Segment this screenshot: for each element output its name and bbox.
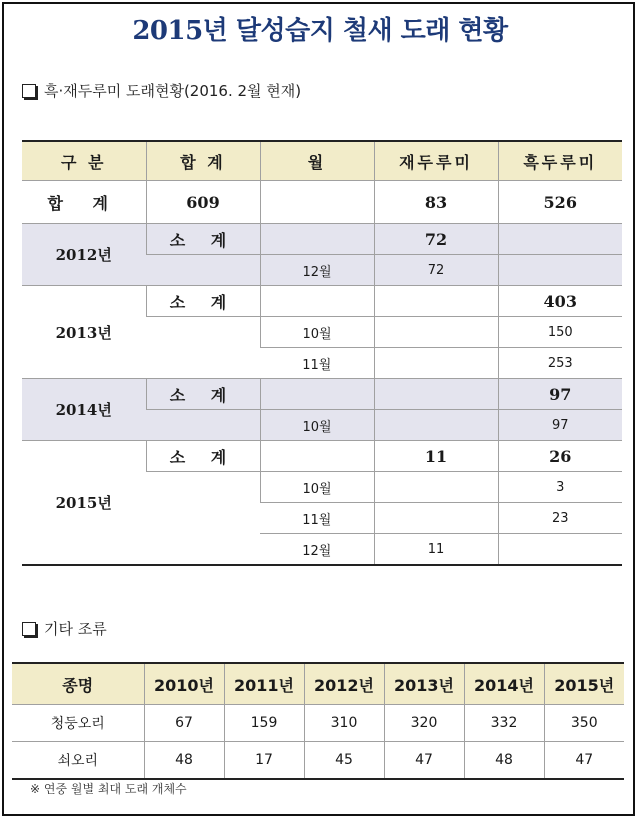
- count-cell: 48: [144, 742, 224, 780]
- m12-2012-white-naped: 72: [374, 255, 498, 286]
- header-2013: 2013년: [384, 663, 464, 705]
- header-category: 구 분: [22, 141, 146, 181]
- count-cell: 350: [544, 705, 624, 742]
- table-row: [22, 379, 622, 410]
- sub-2012-white-naped: 72: [374, 224, 498, 255]
- total-label: 합 계: [22, 181, 146, 224]
- section-heading-cranes-label: 흑·재두루미 도래현황(2016. 2월 현재): [44, 82, 302, 100]
- count-cell: 45: [304, 742, 384, 780]
- year-2014: 2014년: [22, 379, 146, 441]
- sub-2015-hooded: 26: [498, 441, 622, 472]
- table-row: [22, 224, 622, 255]
- count-cell: 47: [384, 742, 464, 780]
- total-month: [260, 181, 374, 224]
- table-row-mallard: [12, 705, 624, 742]
- checkbox-square-icon: [22, 622, 36, 636]
- table-row: [22, 441, 622, 472]
- header-2014: 2014년: [464, 663, 544, 705]
- m11-2015-hooded: 23: [498, 503, 622, 534]
- header-2010: 2010년: [144, 663, 224, 705]
- subtotal-label: 소 계: [146, 286, 260, 317]
- checkbox-square-icon: [22, 84, 36, 98]
- header-month: 월: [260, 141, 374, 181]
- other-birds-table: [12, 662, 624, 780]
- species-name: 쇠오리: [12, 742, 144, 780]
- month-2015-10: 10월: [260, 472, 374, 503]
- count-cell: 67: [144, 705, 224, 742]
- month-2013-10: 10월: [260, 317, 374, 348]
- table-header-row: [12, 663, 624, 705]
- section-heading-other-birds-label: 기타 조류: [44, 620, 107, 638]
- section-heading-cranes: [22, 80, 301, 101]
- subtotal-label: 소 계: [146, 224, 260, 255]
- count-cell: 48: [464, 742, 544, 780]
- crane-arrival-table: [22, 140, 622, 566]
- header-hooded-crane: 흑두루미: [498, 141, 622, 181]
- header-white-naped-crane: 재두루미: [374, 141, 498, 181]
- table-row: [22, 286, 622, 317]
- m12-2015-white-naped: 11: [374, 534, 498, 566]
- m10-2014-hooded: 97: [498, 410, 622, 441]
- total-white-naped: 83: [374, 181, 498, 224]
- count-cell: 332: [464, 705, 544, 742]
- count-cell: 320: [384, 705, 464, 742]
- m10-2013-hooded: 150: [498, 317, 622, 348]
- total-hooded: 526: [498, 181, 622, 224]
- subtotal-label: 소 계: [146, 379, 260, 410]
- month-2015-12: 12월: [260, 534, 374, 566]
- page-title: 2015년 달성습지 철새 도래 현황: [132, 16, 508, 46]
- count-cell: 47: [544, 742, 624, 780]
- sub-2014-hooded: 97: [498, 379, 622, 410]
- header-2012: 2012년: [304, 663, 384, 705]
- table-row-teal: [12, 742, 624, 780]
- footnote: ※ 연중 월별 최대 도래 개체수: [30, 782, 187, 796]
- m11-2013-hooded: 253: [498, 348, 622, 379]
- month-2012-12: 12월: [260, 255, 374, 286]
- month-2014-10: 10월: [260, 410, 374, 441]
- month-2015-11: 11월: [260, 503, 374, 534]
- m10-2015-hooded: 3: [498, 472, 622, 503]
- count-cell: 17: [224, 742, 304, 780]
- total-sum: 609: [146, 181, 260, 224]
- header-total: 합 계: [146, 141, 260, 181]
- header-species: 종명: [12, 663, 144, 705]
- species-name: 청둥오리: [12, 705, 144, 742]
- header-2011: 2011년: [224, 663, 304, 705]
- year-2012: 2012년: [22, 224, 146, 286]
- year-2013: 2013년: [22, 286, 146, 379]
- table-header-row: [22, 141, 622, 181]
- table-row-total: [22, 181, 622, 224]
- sub-2015-white-naped: 11: [374, 441, 498, 472]
- month-2013-11: 11월: [260, 348, 374, 379]
- sub-2013-hooded: 403: [498, 286, 622, 317]
- section-heading-other-birds: [22, 618, 107, 639]
- count-cell: 159: [224, 705, 304, 742]
- year-2015: 2015년: [22, 441, 146, 566]
- subtotal-label: 소 계: [146, 441, 260, 472]
- header-2015: 2015년: [544, 663, 624, 705]
- count-cell: 310: [304, 705, 384, 742]
